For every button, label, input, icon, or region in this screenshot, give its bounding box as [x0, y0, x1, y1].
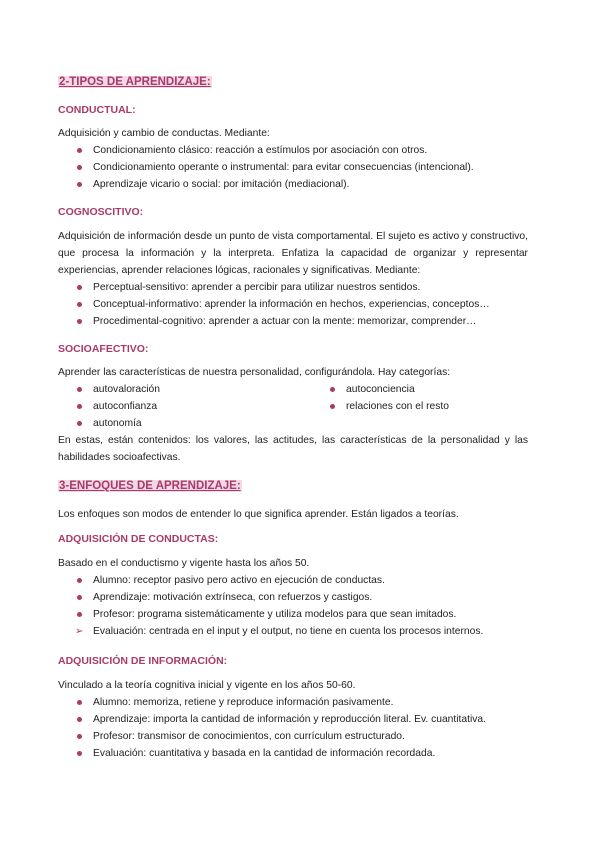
category-item: autonomía — [75, 415, 142, 432]
list-item: Aprendizaje vicario o social: por imitación (mediacional). — [75, 176, 474, 193]
conductas-list — [75, 572, 483, 640]
heading-cognoscitivo: COGNOSCITIVO: — [58, 206, 144, 218]
list-item: Condicionamiento operante o instrumental: para evitar consecuencias (intencional). — [75, 159, 474, 176]
cognoscitivo-intro: Adquisición de información desde un punto de vista comportamental. El sujeto es activo y constructivo, que procesa la información y la interpreta. Enfatiza la capacidad de organizar y representar experiencias, aprender relaciones lógicas, racionales y significativas. Mediante: — [58, 231, 528, 276]
informacion-intro: Vinculado a la teoría cognitiva inicial y vigente en los años 50-60. — [58, 680, 356, 691]
heading-conductual: CONDUCTUAL: — [58, 104, 136, 116]
conductas-intro: Basado en el conductismo y vigente hasta los años 50. — [58, 558, 310, 569]
list-item: Aprendizaje: motivación extrínseca, con refuerzos y castigos. — [75, 589, 483, 606]
category-item: autoconfianza — [75, 398, 157, 415]
list-item: Procedimental-cognitivo: aprender a actuar con la mente: memorizar, comprender… — [75, 313, 490, 330]
list-item: Alumno: memoriza, retiene y reproduce información pasivamente. — [75, 694, 486, 711]
list-item: Evaluación: cuantitativa y basada en la cantidad de información recordada. — [75, 745, 486, 762]
section-title-enfoques: 3-ENFOQUES DE APRENDIZAJE: — [59, 480, 241, 492]
informacion-list — [75, 694, 486, 762]
cognoscitivo-list — [75, 279, 490, 330]
enfoques-intro: Los enfoques son modos de entender lo que significa aprender. Están ligados a teorías. — [58, 509, 459, 520]
heading-socioafectivo: SOCIOAFECTIVO: — [58, 343, 149, 355]
heading-adquisicion-informacion: ADQUISICIÓN DE INFORMACIÓN: — [58, 655, 228, 667]
conductual-intro: Adquisición y cambio de conductas. Mediante: — [58, 128, 270, 139]
category-item: autovaloración — [75, 381, 160, 398]
list-item: ➢ Evaluación: centrada en el input y el output, no tiene en cuenta los procesos internos. — [75, 623, 483, 640]
list-item: Condicionamiento clásico: reacción a estímulos por asociación con otros. — [75, 142, 474, 159]
list-item: Perceptual-sensitivo: aprender a percibir para utilizar nuestros sentidos. — [75, 279, 490, 296]
list-item: Alumno: receptor pasivo pero activo en ejecución de conductas. — [75, 572, 483, 589]
section-title-tipos: 2-TIPOS DE APRENDIZAJE: — [59, 76, 211, 88]
conductual-list — [75, 142, 474, 193]
socioafectivo-outro: En estas, están contenidos: los valores, las actitudes, las características de la personalidad y las habilidades socioafectivas. — [58, 435, 528, 463]
heading-adquisicion-conductas: ADQUISICIÓN DE CONDUCTAS: — [58, 533, 219, 545]
category-item: relaciones con el resto — [328, 398, 449, 415]
list-item: Profesor: programa sistemáticamente y utiliza modelos para que sean imitados. — [75, 606, 483, 623]
list-item: Aprendizaje: importa la cantidad de información y reproducción literal. Ev. cuantitativa. — [75, 711, 486, 728]
list-item: Profesor: transmisor de conocimientos, con currículum estructurado. — [75, 728, 486, 745]
category-item: autoconciencia — [328, 381, 415, 398]
list-item: Conceptual-informativo: aprender la información en hechos, experiencias, conceptos… — [75, 296, 490, 313]
socioafectivo-intro: Aprender las características de nuestra personalidad, configurándola. Hay categorías: — [58, 367, 451, 378]
